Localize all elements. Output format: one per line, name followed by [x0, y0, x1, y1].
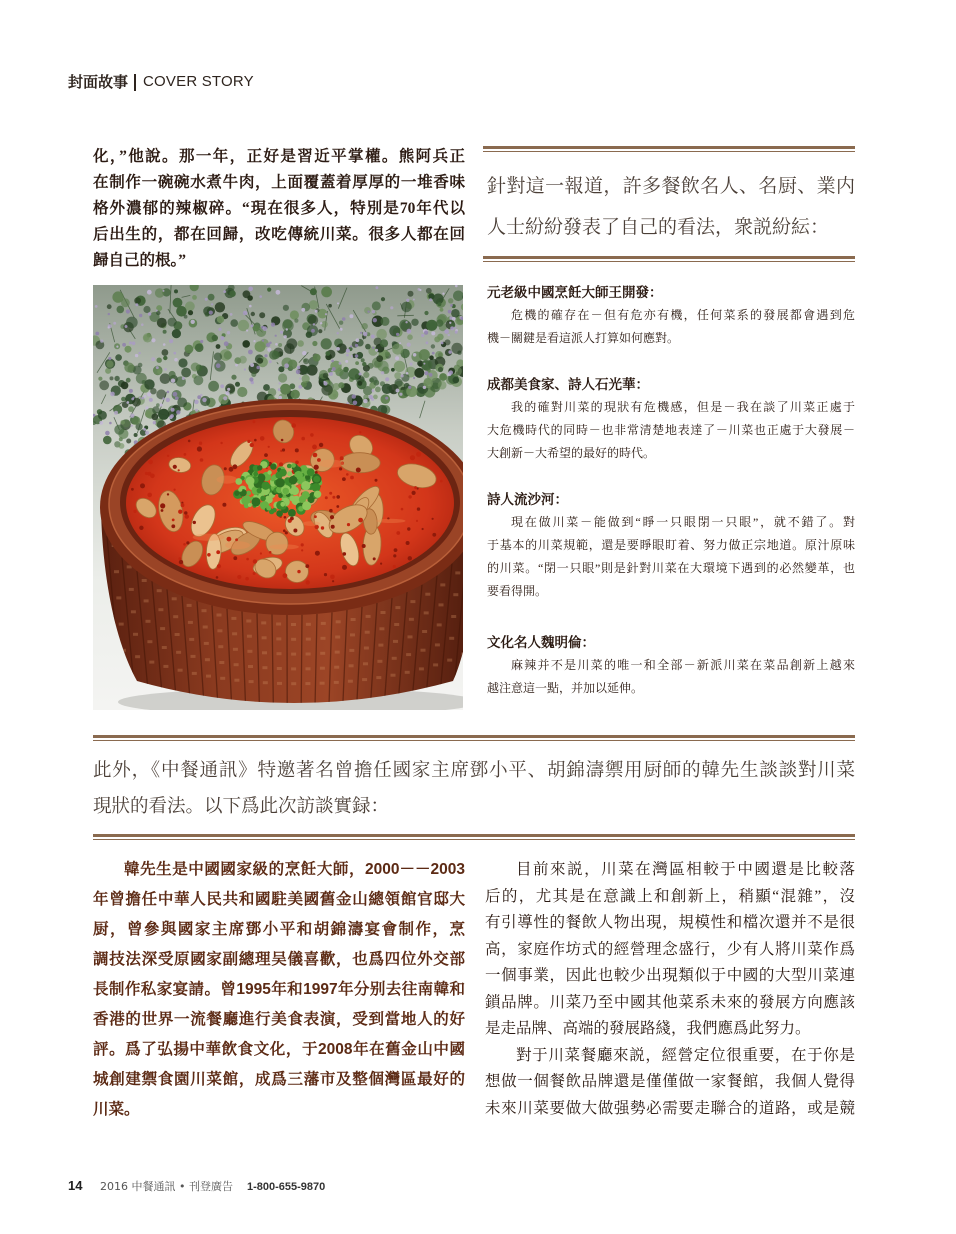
quote-line: 麻辣并不是川菜的唯一和全部－新派川菜在菜品創新上越來	[511, 658, 855, 672]
quote-speaker: 成都美食家、詩人石光華：	[487, 377, 649, 392]
quote-line: 大創新－大希望的最好的時代。	[487, 446, 656, 460]
body-line: 鎖品牌。川菜乃至中國其他菜系未來的發展方向應該	[485, 993, 855, 1011]
advertising-phone: 1-800-655-9870	[246, 1181, 326, 1193]
bio-line: 韓先生是中國國家級的烹飪大師，2000－－2003	[124, 861, 465, 878]
page-header	[68, 73, 254, 91]
lead-rule-bottom	[483, 256, 855, 262]
intro-line: 在制作一碗碗水煮牛肉，上面覆蓋着厚厚的一堆香味	[93, 174, 465, 191]
bio-line: 年曾擔任中華人民共和國駐美國舊金山總領館官邸大	[93, 891, 465, 908]
quote-line: 于基本的川菜規範，還是要睜眼盯着、努力做正宗地道。原汁原味	[487, 538, 855, 552]
body-line: 對于川菜餐廳來説，經營定位很重要，在于你是	[516, 1046, 855, 1064]
quote-block	[487, 489, 855, 603]
lead-quote-line: 針對這一報道，許多餐飲名人、名厨、業内	[487, 176, 855, 197]
quote-line: 要看得開。	[487, 584, 548, 598]
quote-speaker: 元老級中國烹飪大師王開發：	[487, 285, 663, 300]
bio-line: 長制作私家宴請。曾1995年和1997年分别去往南韓和	[93, 981, 465, 998]
page-footer	[68, 1178, 325, 1194]
intro-line: 后出生的，都在回歸，改吃傳統川菜。很多人都在回	[93, 226, 465, 243]
lead-quote	[487, 166, 855, 248]
article-body	[485, 857, 855, 1122]
dish-photo-image	[93, 285, 463, 710]
quote-line: 危機的確存在－但有危亦有機，任何菜系的發展都會遇到危	[511, 308, 855, 322]
body-line: 目前來説，川菜在灣區相較于中國還是比較落	[516, 861, 855, 878]
publication-credit: 2016 中餐通訊 • 刊登廣告	[100, 1180, 233, 1193]
intro-line: 化，”他說。那一年，正好是習近平掌權。熊阿兵正	[93, 148, 465, 165]
page-number: 14	[68, 1178, 83, 1193]
body-line: 一個事業，因此也較少出現類似于中國的大型川菜連	[485, 967, 855, 984]
bio-line: 香港的世界一流餐廳進行美食表演，受到當地人的好	[93, 1011, 465, 1028]
header-divider	[134, 74, 136, 91]
chef-bio	[93, 855, 465, 1125]
dish-photo	[93, 285, 463, 710]
body-line: 想做一個餐飲品牌還是僅僅做一家餐館，我個人覺得	[485, 1073, 855, 1090]
quote-line: 現在做川菜－能做到“睜一只眼閉一只眼”，就不錯了。對	[511, 515, 855, 529]
body-paragraph	[485, 857, 855, 1043]
quote-line: 我的確對川菜的現狀有危機感，但是－我在談了川菜正處于	[511, 400, 855, 414]
quote-speaker: 文化名人魏明倫：	[487, 635, 595, 650]
quote-line: 大危機時代的同時－也非常清楚地表達了－川菜也正處于大發展－	[487, 423, 855, 437]
body-paragraph	[485, 1043, 855, 1123]
bio-line: 厨，曾參與國家主席鄧小平和胡錦濤宴會制作，烹	[93, 921, 465, 938]
section-label-cn: 封面故事	[68, 73, 129, 91]
quote-speaker: 詩人流沙河：	[487, 492, 568, 507]
interview-intro-line: 現狀的看法。以下爲此次訪談實録：	[93, 795, 390, 816]
interview-intro	[93, 752, 855, 824]
bio-line: 川菜。	[93, 1101, 140, 1118]
quote-line: 機－關鍵是看這派人打算如何應對。	[487, 331, 680, 345]
body-line: 高，家庭作坊式的經營理念盛行，少有人將川菜作爲	[485, 940, 855, 958]
section-label-en: COVER STORY	[143, 73, 254, 90]
quote-block	[487, 282, 855, 350]
quote-block	[487, 632, 855, 700]
intro-line: 歸自己的根。”	[93, 252, 187, 269]
intro-paragraph	[93, 144, 465, 274]
bio-line: 調技法深受原國家副總理吴儀喜歡，也爲四位外交部	[93, 951, 465, 968]
lead-rule-top	[483, 146, 855, 152]
interview-intro-line: 此外，《中餐通訊》特邀著名曾擔任國家主席鄧小平、胡錦濤禦用厨師的韓先生談談對川菜	[93, 759, 855, 780]
body-line: 是走品牌、高端的發展路綫，我們應爲此努力。	[485, 1020, 811, 1037]
statement-rule-top	[93, 735, 855, 741]
statement-rule-bottom	[93, 834, 855, 840]
bio-line: 評。爲了弘揚中華飲食文化，于2008年在舊金山中國	[93, 1041, 465, 1058]
quote-block	[487, 374, 855, 465]
intro-line: 格外濃郁的辣椒碎。“現在很多人，特別是70年代以	[93, 200, 465, 217]
body-line: 后的，尤其是在意識上和創新上，稍顯“混雜”，沒	[485, 887, 855, 905]
bio-line: 城創建禦食園川菜館，成爲三藩市及整個灣區最好的	[93, 1071, 465, 1088]
quote-line: 越注意這一點，并加以延伸。	[487, 681, 644, 695]
body-line: 有引導性的餐飲人物出現，規模性和檔次還并不是很	[485, 914, 855, 931]
lead-quote-line: 人士紛紛發表了自己的看法，衆説紛紜：	[487, 217, 830, 238]
body-line: 未來川菜要做大做强勢必需要走聯合的道路，或是競	[485, 1099, 855, 1117]
quote-line: 的川菜。“閉一只眼”則是針對川菜在大環境下遇到的必然變革，也	[487, 561, 855, 575]
